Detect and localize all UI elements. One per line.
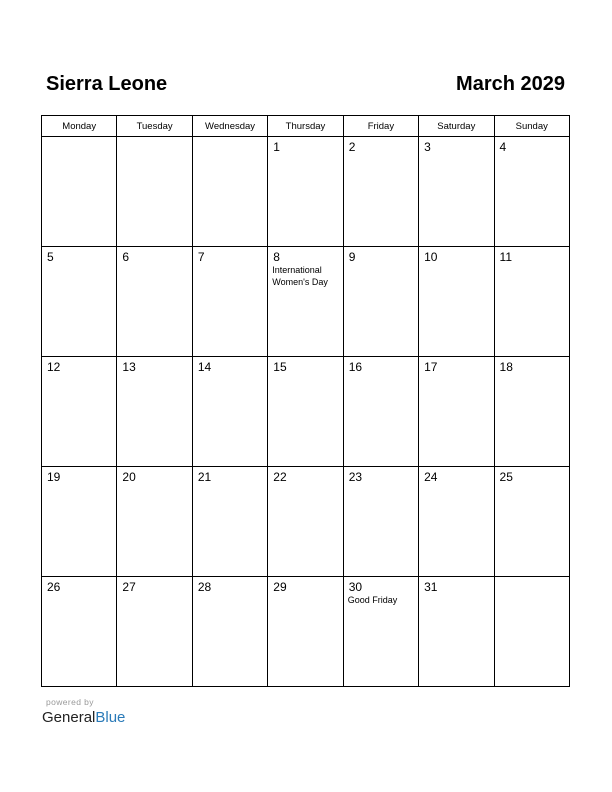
day-cell (268, 137, 343, 247)
day-cell (192, 137, 267, 247)
day-cell (343, 137, 418, 247)
week-row (42, 357, 570, 467)
day-cell (494, 137, 569, 247)
weekday-header-row (42, 116, 570, 137)
day-cell (192, 357, 267, 467)
day-cell (419, 247, 494, 357)
day-cell (42, 357, 117, 467)
day-number: 26 (47, 580, 61, 594)
day-cell (419, 577, 494, 687)
day-number: 10 (424, 250, 438, 264)
day-cell (343, 577, 418, 687)
day-number: 11 (499, 250, 512, 264)
day-number: 24 (424, 470, 438, 484)
day-cell (343, 357, 418, 467)
week-row (42, 467, 570, 577)
day-number: 8 (273, 250, 280, 264)
day-cell (268, 357, 343, 467)
day-number: 1 (273, 140, 280, 154)
holiday-label: Good Friday (347, 595, 398, 605)
day-number: 2 (348, 140, 356, 154)
day-number: 13 (122, 360, 136, 374)
day-number: 4 (499, 140, 507, 154)
day-cell (192, 577, 267, 687)
brand-general-text: General (42, 709, 96, 726)
day-number: 29 (273, 580, 287, 594)
country-title: Sierra Leone (46, 73, 168, 95)
day-cell (117, 247, 192, 357)
day-cell (419, 137, 494, 247)
weekday-header: Tuesday (117, 116, 192, 137)
weekday-header: Thursday (268, 116, 343, 137)
day-cell (343, 247, 418, 357)
day-number: 25 (499, 470, 513, 484)
day-number: 31 (424, 580, 438, 594)
day-number: 22 (273, 470, 287, 484)
day-cell (117, 467, 192, 577)
day-cell (117, 137, 192, 247)
day-cell (192, 467, 267, 577)
day-number: 16 (348, 360, 363, 374)
month-year-title: March 2029 (456, 73, 565, 95)
day-cell (494, 467, 569, 577)
day-number: 28 (197, 580, 212, 594)
calendar-grid (41, 115, 570, 687)
week-row (42, 137, 570, 247)
day-number: 19 (47, 470, 61, 484)
day-number: 14 (197, 360, 212, 374)
day-number: 15 (273, 360, 287, 374)
day-number: 12 (47, 360, 61, 374)
day-number: 7 (197, 250, 205, 264)
weekday-header: Wednesday (192, 116, 267, 137)
week-row (42, 247, 570, 357)
day-number: 3 (424, 140, 431, 154)
generalblue-logo[interactable] (42, 709, 125, 726)
day-cell (42, 247, 117, 357)
day-cell (268, 467, 343, 577)
day-number: 21 (197, 470, 212, 484)
day-number: 20 (122, 470, 136, 484)
day-number: 6 (122, 250, 130, 264)
day-cell (117, 577, 192, 687)
day-number: 27 (122, 580, 136, 594)
day-cell (494, 357, 569, 467)
day-cell (117, 357, 192, 467)
brand-blue-text: Blue (95, 709, 126, 726)
day-number: 9 (348, 250, 356, 264)
weekday-header: Monday (42, 116, 117, 137)
day-cell (268, 577, 343, 687)
week-row (42, 577, 570, 687)
day-cell (494, 247, 569, 357)
day-number: 18 (499, 360, 513, 374)
day-cell (343, 467, 418, 577)
holiday-label: International Women's Day (272, 265, 328, 287)
day-cell (419, 467, 494, 577)
weekday-header: Friday (343, 116, 418, 137)
day-cell (494, 577, 569, 687)
day-number: 23 (348, 470, 363, 484)
day-cell (42, 577, 117, 687)
powered-by-label: powered by (46, 697, 94, 707)
day-number: 5 (47, 250, 54, 264)
day-number: 30 (348, 580, 363, 594)
day-number: 17 (424, 360, 438, 374)
weekday-header: Saturday (419, 116, 494, 137)
day-cell (268, 247, 343, 357)
day-cell (192, 247, 267, 357)
day-cell (419, 357, 494, 467)
weekday-header: Sunday (494, 116, 569, 137)
day-cell (42, 137, 117, 247)
day-cell (42, 467, 117, 577)
